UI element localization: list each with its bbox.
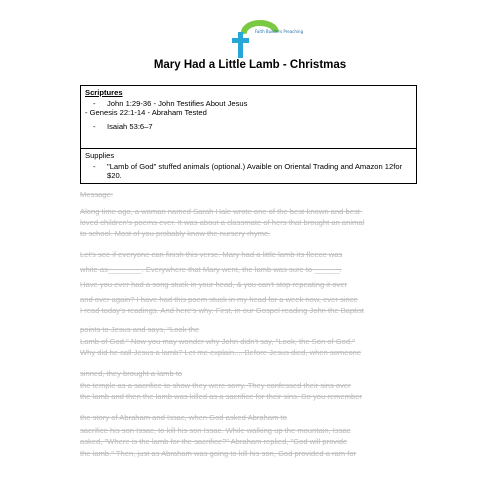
- message-line: sinned, they brought a lamb to: [80, 369, 183, 378]
- scripture-item: [85, 99, 412, 109]
- logo-arc-text: Faith Builders Preaching: [255, 29, 304, 34]
- message-line: Lamb of God." Now you may wonder why John didn't say, "Look, the Son of God.": [80, 337, 355, 346]
- message-line: and over again? I have had this poem stuck in my head for a week now, ever since: [80, 295, 358, 304]
- logo-graphic: [228, 20, 304, 60]
- message-line: to school. Most of you probably know the nursery rhyme.: [80, 229, 271, 238]
- list-bullet: -: [93, 121, 96, 131]
- scripture-text: Isaiah 53:6–7: [107, 121, 153, 131]
- page-title: Mary Had a Little Lamb - Christmas: [153, 59, 347, 71]
- scriptures-heading: Scriptures: [85, 88, 123, 97]
- supplies-box: [80, 148, 417, 184]
- message-line: sacrifice his son Issac, to kill his son Issac. While walking up the mountain, Issac: [80, 426, 351, 435]
- message-line: Let's see if everyone can finish this verse. Mary had a little lamb its fleece was: [80, 250, 343, 259]
- message-line: white as________. Everywhere that Mary went, the lamb was sure to ______.: [80, 265, 342, 274]
- supply-text: "Lamb of God" stuffed animals (optional.) Avaible on Oriental Trading and Amazon 12for $20.: [107, 161, 403, 181]
- message-line: Along time ago, a woman named Sarah Hale wrote one of the best-known and best-: [80, 207, 363, 216]
- message-line: the lamb and then the lamb was killed as a sacrifice for their sins. Do you remember: [80, 392, 362, 401]
- message-line: Have you ever had a song stuck in your head, & you can't stop repeating it over: [80, 280, 347, 289]
- message-line: the story of Abraham and Issac, when God asked Abraham to: [80, 413, 287, 422]
- supplies-heading: Supplies: [85, 151, 115, 160]
- message-line: Why did he call Jesus a lamb? Let me explain.... Before Jesus died, when someone: [80, 348, 362, 357]
- message-heading: Message:: [80, 190, 113, 199]
- message-line: points to Jesus and says, "Look the: [80, 325, 200, 334]
- message-line: the lamb." Then, just as Abraham was going to kill his son, God provided a ram for: [80, 449, 357, 458]
- message-line: the temple as a sacrifice to show they were sorry. They confessed their sins over: [80, 381, 351, 390]
- message-line: I read today's readings. And here's why. First, in our Gospel reading John the Baptist: [80, 306, 364, 315]
- scripture-item: [85, 108, 412, 118]
- supply-item: [85, 162, 412, 181]
- list-bullet: -: [93, 161, 96, 171]
- message-line: asked, "Where is the lamb for the sacrifice?" Abraham replied, "God will provide: [80, 437, 348, 446]
- cross-icon: [232, 32, 249, 58]
- scripture-text: - Genesis 22:1-14 - Abraham Tested: [85, 108, 207, 118]
- list-bullet: -: [93, 98, 96, 108]
- scriptures-box: [80, 85, 417, 149]
- scripture-text: John 1:29-36 - John Testifies About Jesus: [107, 98, 248, 108]
- scripture-item: [85, 122, 412, 132]
- message-line: loved children's poems ever. It was about a classmate of hers that brought an animal: [80, 218, 365, 227]
- logo: [228, 20, 304, 60]
